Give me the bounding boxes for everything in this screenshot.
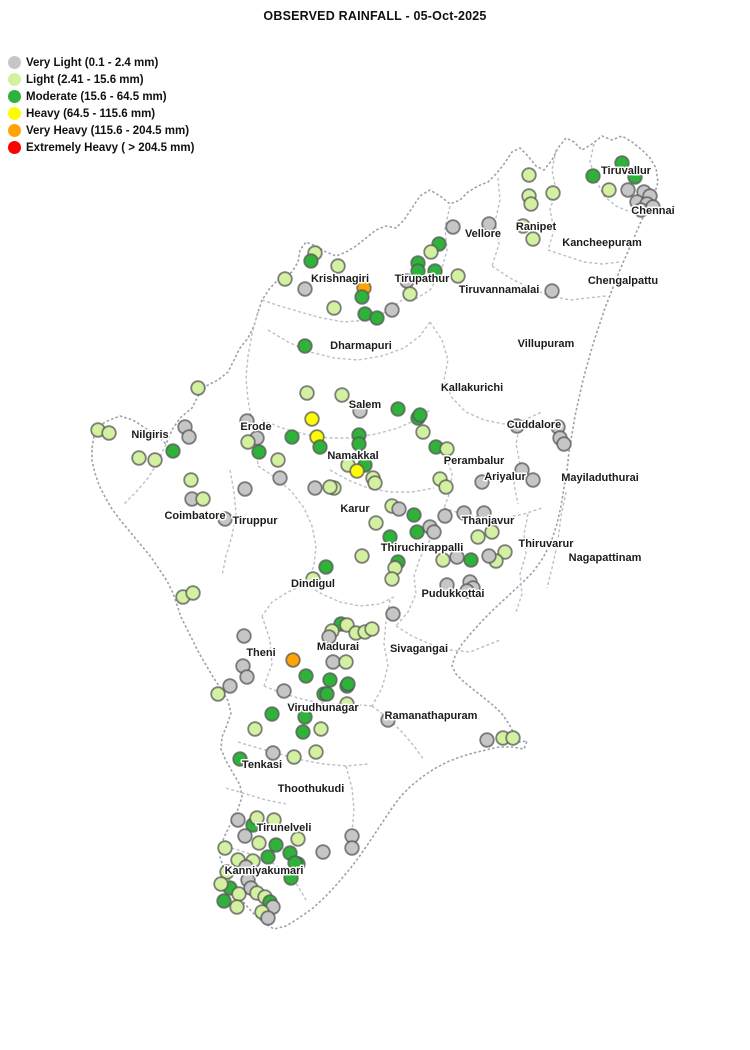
legend-label: Heavy (64.5 - 115.6 mm) <box>26 107 156 120</box>
rainfall-station-dot <box>241 435 255 449</box>
rainfall-station-dot <box>320 687 334 701</box>
district-label: Karur <box>340 503 370 515</box>
rainfall-station-dot <box>266 746 280 760</box>
rainfall-station-dot <box>386 607 400 621</box>
rainfall-station-dot <box>240 670 254 684</box>
district-label: Madurai <box>316 641 360 653</box>
rainfall-station-dot <box>480 733 494 747</box>
rainfall-station-dot <box>186 586 200 600</box>
rainfall-station-dot <box>392 502 406 516</box>
district-label: Thanjavur <box>461 515 515 527</box>
rainfall-station-dot <box>522 168 536 182</box>
rainfall-station-dot <box>252 836 266 850</box>
district-label: Perambalur <box>443 455 505 467</box>
rainfall-station-dot <box>238 482 252 496</box>
rainfall-station-dot <box>291 832 305 846</box>
rainfall-station-dot <box>557 437 571 451</box>
rainfall-station-dot <box>273 471 287 485</box>
district-label: Virudhunagar <box>287 702 359 714</box>
rainfall-station-dot <box>355 290 369 304</box>
rainfall-station-dot <box>319 560 333 574</box>
rainfall-station-dot <box>586 169 600 183</box>
rainfall-station-dot <box>368 476 382 490</box>
rainfall-station-dot <box>471 530 485 544</box>
rainfall-station-dot <box>269 838 283 852</box>
rainfall-station-dot <box>413 408 427 422</box>
rainfall-station-dot <box>331 259 345 273</box>
rainfall-station-dot <box>323 480 337 494</box>
rainfall-station-dot <box>298 282 312 296</box>
rainfall-station-dot <box>313 440 327 454</box>
district-label: Vellore <box>464 228 502 240</box>
rainfall-station-dot <box>391 402 405 416</box>
rainfall-station-dot <box>305 412 319 426</box>
rainfall-station-dot <box>148 453 162 467</box>
rainfall-station-dot <box>327 301 341 315</box>
rainfall-station-dot <box>265 707 279 721</box>
rainfall-station-dot <box>230 900 244 914</box>
legend-label: Very Light (0.1 - 2.4 mm) <box>26 56 159 69</box>
district-label: Chengalpattu <box>587 275 659 287</box>
rainfall-station-dot <box>385 572 399 586</box>
rainfall-station-dot <box>339 655 353 669</box>
rainfall-station-dot <box>218 841 232 855</box>
rainfall-station-dot <box>214 877 228 891</box>
rainfall-station-dot <box>438 509 452 523</box>
rainfall-station-dot <box>385 303 399 317</box>
district-label: Erode <box>240 421 272 433</box>
rainfall-station-dot <box>427 525 441 539</box>
rainfall-station-dot <box>231 813 245 827</box>
district-label: Cuddalore <box>506 419 562 431</box>
rainfall-station-dot <box>309 745 323 759</box>
rainfall-station-dot <box>298 339 312 353</box>
rainfall-station-dot <box>182 430 196 444</box>
rainfall-station-dot <box>464 553 478 567</box>
district-label: Chennai <box>631 205 675 217</box>
rainfall-station-dot <box>304 254 318 268</box>
district-label: Theni <box>246 647 276 659</box>
rainfall-station-dot <box>403 287 417 301</box>
district-label: Salem <box>348 399 382 411</box>
rainfall-station-dot <box>369 516 383 530</box>
rainfall-station-dot <box>326 655 340 669</box>
rainfall-station-dot <box>451 269 465 283</box>
rainfall-station-dot <box>271 453 285 467</box>
district-label: Dharmapuri <box>330 340 392 352</box>
district-label: Mayiladuthurai <box>561 472 639 484</box>
district-label: Dindigul <box>291 578 335 590</box>
state-boundary <box>92 136 658 929</box>
rainfall-station-dot <box>355 549 369 563</box>
district-label: Kallakurichi <box>440 382 504 394</box>
rainfall-station-dot <box>370 311 384 325</box>
district-label: Tenkasi <box>241 759 283 771</box>
rainfall-station-dot <box>485 525 499 539</box>
rainfall-station-dot <box>365 622 379 636</box>
rainfall-station-dot <box>546 186 560 200</box>
rainfall-station-dot <box>261 850 275 864</box>
district-label: Tiruvallur <box>601 165 651 177</box>
rainfall-station-dot <box>308 481 322 495</box>
district-label: Sivagangai <box>389 643 449 655</box>
rainfall-station-dot <box>217 894 231 908</box>
rainfall-station-dot <box>102 426 116 440</box>
rainfall-station-dot <box>191 381 205 395</box>
rainfall-station-dot <box>439 480 453 494</box>
district-label: Ariyalur <box>484 471 526 483</box>
rainfall-station-dot <box>184 473 198 487</box>
rainfall-station-dot <box>285 430 299 444</box>
rainfall-station-dot <box>545 284 559 298</box>
rainfall-station-dot <box>482 549 496 563</box>
rainfall-station-dot <box>345 841 359 855</box>
district-label: Nilgiris <box>131 429 169 441</box>
legend-label: Very Heavy (115.6 - 204.5 mm) <box>26 124 190 137</box>
rainfall-station-dot <box>287 750 301 764</box>
district-label: Coimbatore <box>164 510 226 522</box>
rainfall-station-dot <box>248 722 262 736</box>
district-label: Thiruvarur <box>518 538 574 550</box>
rainfall-station-dot <box>299 669 313 683</box>
rainfall-station-dot <box>335 388 349 402</box>
district-label: Kancheepuram <box>562 237 642 249</box>
rainfall-station-dot <box>407 508 421 522</box>
legend-label: Extremely Heavy ( > 204.5 mm) <box>26 141 195 154</box>
rainfall-station-dot <box>341 677 355 691</box>
district-label: Tiruppur <box>232 515 278 527</box>
rainfall-station-dot <box>602 183 616 197</box>
district-label: Namakkal <box>327 450 379 462</box>
district-label: Nagapattinam <box>568 552 642 564</box>
rainfall-station-dot <box>238 829 252 843</box>
rainfall-station-dot <box>323 673 337 687</box>
rainfall-station-dot <box>446 220 460 234</box>
rainfall-station-dot <box>350 464 364 478</box>
rainfall-station-dot <box>296 725 310 739</box>
rainfall-station-dot <box>410 525 424 539</box>
rainfall-station-dot <box>436 553 450 567</box>
rainfall-station-dot <box>416 425 430 439</box>
district-label: Ranipet <box>515 221 557 233</box>
rainfall-station-dot <box>223 679 237 693</box>
rainfall-station-dot <box>424 245 438 259</box>
rainfall-station-dot <box>278 272 292 286</box>
district-label: Tirunelveli <box>256 822 312 834</box>
district-label: Pudukkottai <box>421 588 485 600</box>
district-label: Ramanathapuram <box>384 710 478 722</box>
rainfall-station-dot <box>252 445 266 459</box>
rainfall-station-dot <box>132 451 146 465</box>
rainfall-station-dot <box>166 444 180 458</box>
district-label: Kanniyakumari <box>224 865 304 877</box>
rainfall-station-dot <box>526 232 540 246</box>
rainfall-station-dot <box>524 197 538 211</box>
rainfall-station-dot <box>526 473 540 487</box>
rainfall-station-dot <box>261 911 275 925</box>
rainfall-station-dot <box>506 731 520 745</box>
district-label: Krishnagiri <box>310 273 370 285</box>
district-label: Tiruvannamalai <box>458 284 540 296</box>
district-label: Tirupathur <box>394 273 450 285</box>
rainfall-station-dot <box>211 687 225 701</box>
rainfall-station-dot <box>196 492 210 506</box>
district-label: Villupuram <box>517 338 575 350</box>
rainfall-station-dot <box>286 653 300 667</box>
district-label: Thiruchirappalli <box>380 542 464 554</box>
rainfall-station-dot <box>352 437 366 451</box>
legend-label: Light (2.41 - 15.6 mm) <box>26 73 144 86</box>
rainfall-station-dot <box>314 722 328 736</box>
legend-label: Moderate (15.6 - 64.5 mm) <box>26 90 167 103</box>
rainfall-station-dot <box>237 629 251 643</box>
rainfall-station-dot <box>300 386 314 400</box>
rainfall-station-dot <box>316 845 330 859</box>
rainfall-station-dot <box>621 183 635 197</box>
rainfall-station-dot <box>277 684 291 698</box>
page-title: OBSERVED RAINFALL - 05-Oct-2025 <box>263 9 487 23</box>
rainfall-station-dot <box>440 442 454 456</box>
district-label: Thoothukudi <box>277 783 345 795</box>
